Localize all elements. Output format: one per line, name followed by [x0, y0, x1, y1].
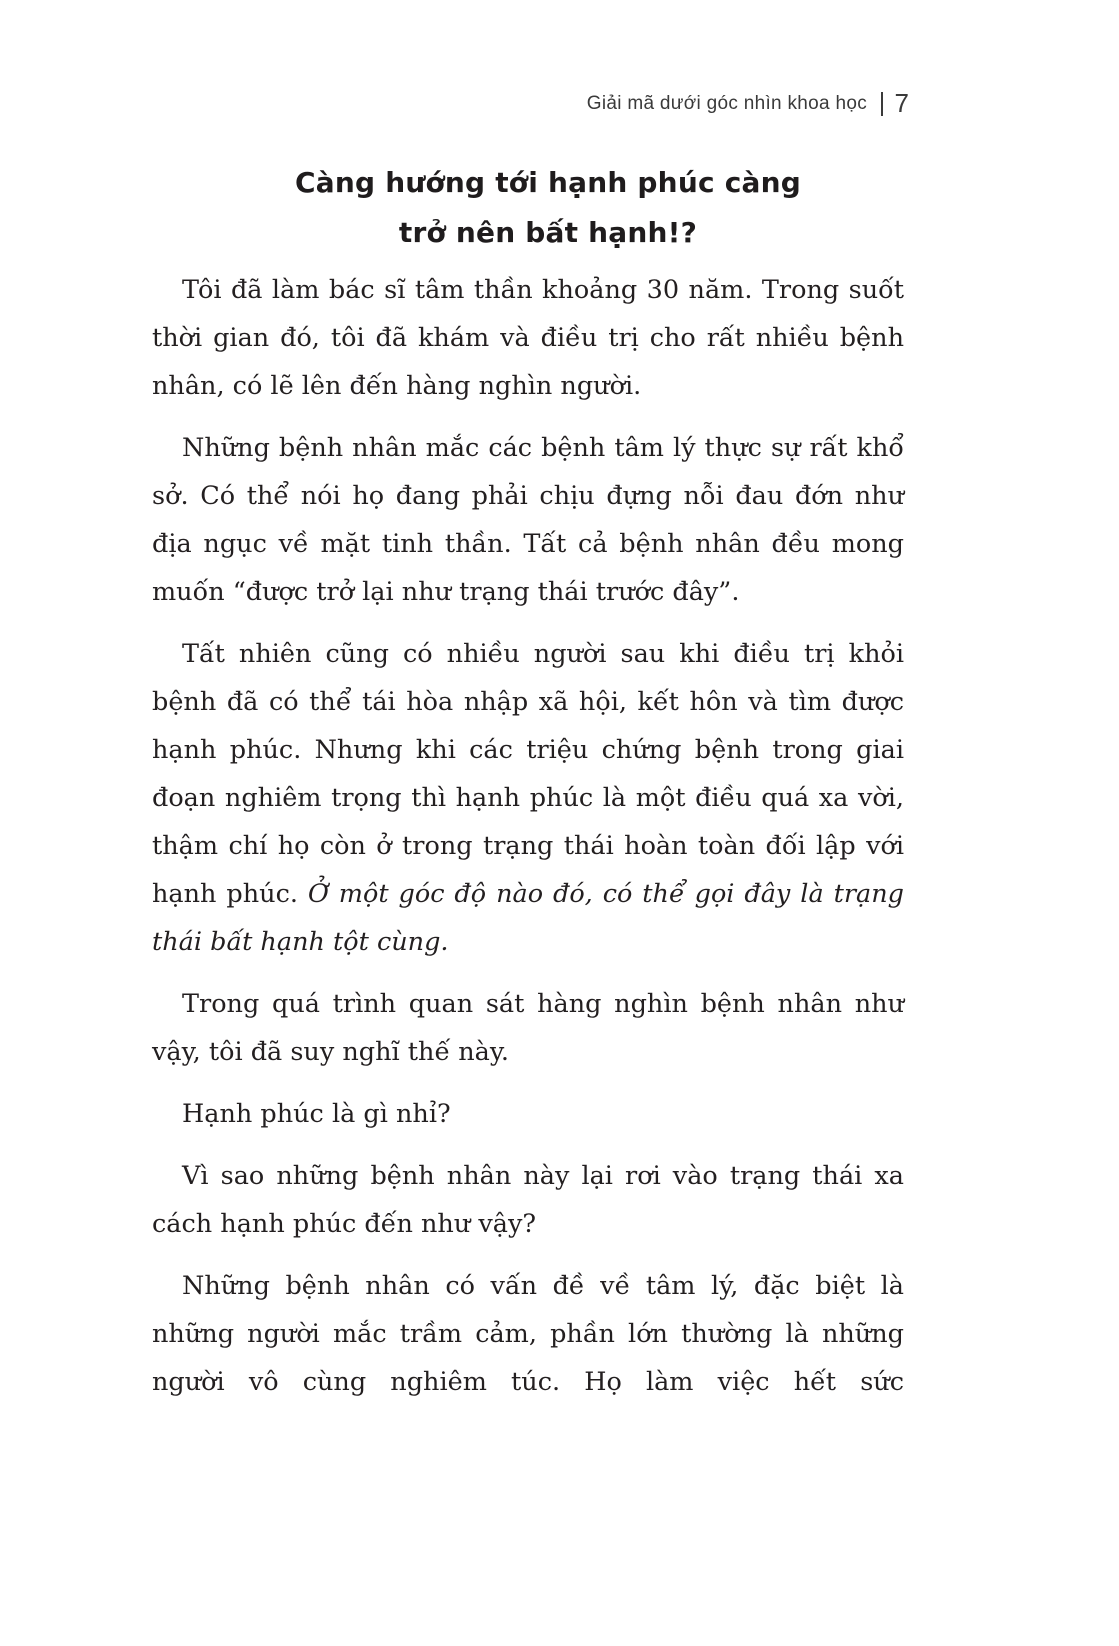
- body-text: [152, 266, 904, 1406]
- chapter-title-line-2: trở nên bất hạnh!?: [398, 216, 698, 249]
- chapter-title-line-1: Càng hướng tới hạnh phúc càng: [295, 166, 801, 199]
- paragraph-5: Hạnh phúc là gì nhỉ?: [182, 1099, 451, 1129]
- paragraph-7: Những bệnh nhân có vấn đề về tâm lý, đặc biệt là những người mắc trầm cảm, phần lớn thường là những người vô cùng nghiêm túc. Họ làm việc hết sức: [152, 1271, 904, 1397]
- running-header: [587, 88, 909, 119]
- running-header-title: Giải mã dưới góc nhìn khoa học: [586, 92, 868, 114]
- header-divider: [881, 92, 883, 116]
- paragraph-3-text: Tất nhiên cũng có nhiều người sau khi điều trị khỏi bệnh đã có thể tái hòa nhập xã hội, kết hôn và tìm được hạnh phúc. Nhưng khi các triệu chứng bệnh trong giai đoạn nghiêm trọng thì hạnh phúc là một điều quá xa vời, thậm chí họ còn ở trong trạng thái hoàn toàn đối lập với hạnh phúc.: [152, 639, 904, 909]
- paragraph-3-emphasis: Ở một góc độ nào đó, có thể gọi đây là trạng thái bất hạnh tột cùng.: [152, 879, 904, 957]
- paragraph-3: [152, 630, 904, 966]
- paragraph-6: Vì sao những bệnh nhân này lại rơi vào trạng thái xa cách hạnh phúc đến như vậy?: [152, 1161, 904, 1239]
- paragraph-4: Trong quá trình quan sát hàng nghìn bệnh nhân như vậy, tôi đã suy nghĩ thế này.: [152, 989, 904, 1067]
- page-number: 7: [894, 88, 909, 118]
- paragraph-1: Tôi đã làm bác sĩ tâm thần khoảng 30 năm. Trong suốt thời gian đó, tôi đã khám và điều trị cho rất nhiều bệnh nhân, có lẽ lên đến hàng nghìn người.: [152, 275, 904, 401]
- chapter-title: [155, 158, 941, 258]
- paragraph-2: Những bệnh nhân mắc các bệnh tâm lý thực sự rất khổ sở. Có thể nói họ đang phải chịu đựng nỗi đau đớn như địa ngục về mặt tinh thần. Tất cả bệnh nhân đều mong muốn “được trở lại như trạng thái trước đây”.: [152, 433, 904, 607]
